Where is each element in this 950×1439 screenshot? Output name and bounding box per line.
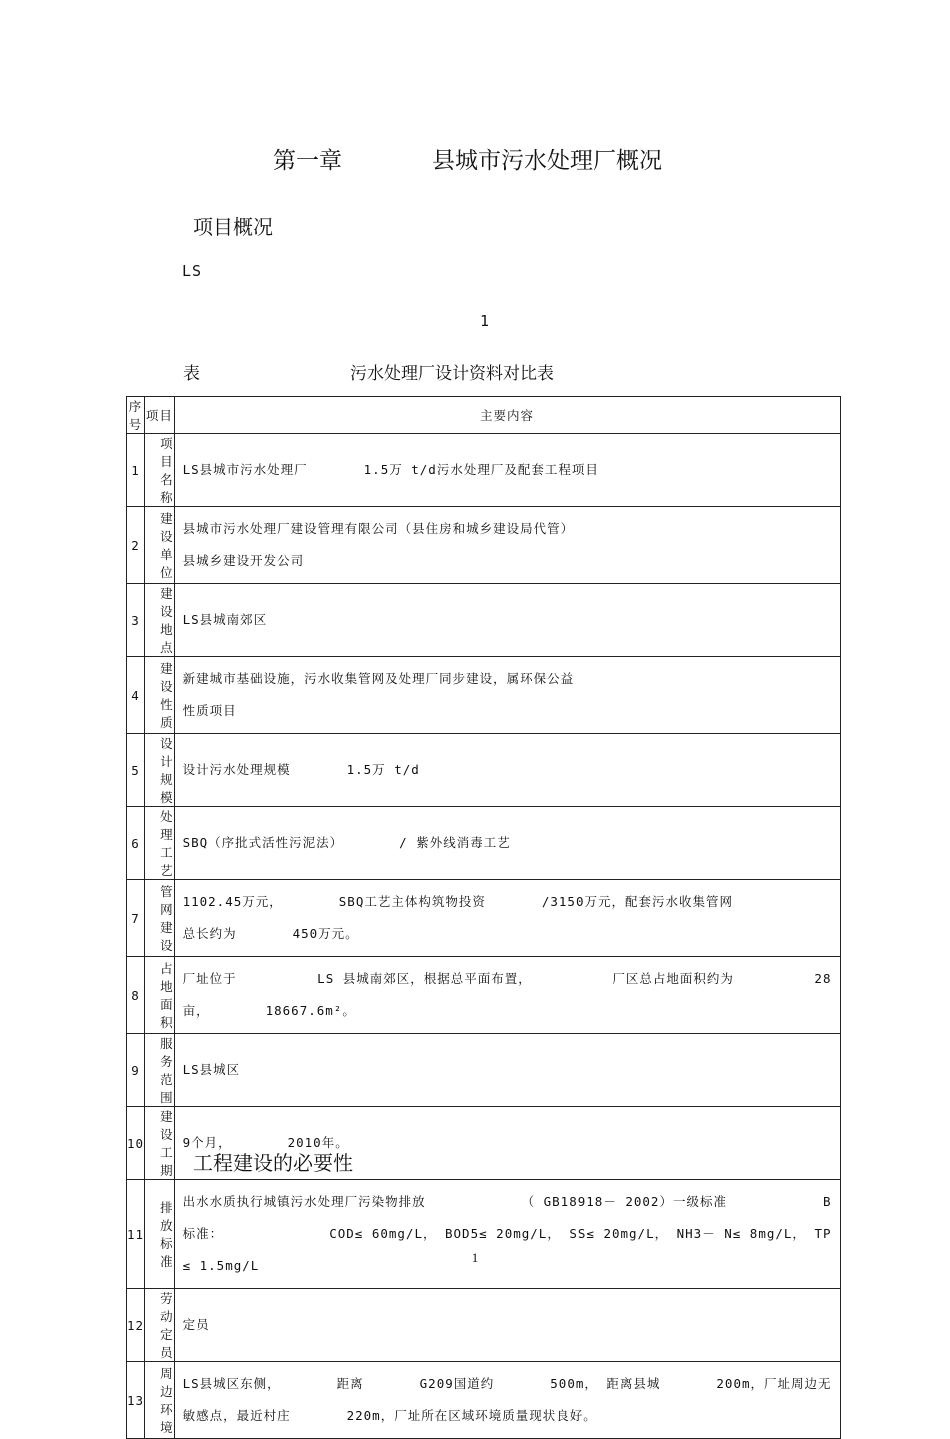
row-item: 占地面积 [145,957,175,1034]
table-row [127,657,841,734]
row-item: 管网建设 [145,880,175,957]
content-segment: 1.5万 t/d污水处理厂及配套工程项目 [363,462,599,477]
row-content [174,880,840,957]
row-content [174,1180,840,1289]
content-segment: 18667.6m²。 [265,1003,356,1018]
row-item: 处理工艺 [145,807,175,880]
content-segment: （ GB18918－ 2002）一级标准 [521,1194,727,1209]
content-segment: /3150万元，配套污水收集管网 [541,894,733,909]
content-line [183,545,832,577]
content-segment: LS县城区 [182,1062,241,1077]
content-segment: 县城乡建设开发公司 [182,553,305,568]
row-item: 劳动定员 [145,1289,175,1362]
header-item: 项目 [145,397,175,434]
content-line [183,963,832,995]
row-item: 服务范围 [145,1034,175,1107]
row-number: 8 [127,957,145,1034]
chapter-title: 县城市污水处理厂概况 [432,148,662,174]
content-segment: COD≤ 60mg/L， BOD5≤ 20mg/L， SS≤ 20mg/L， NH3－ N≤ 8mg/L， TP [329,1226,832,1241]
content-segment: 性质项目 [182,703,237,718]
row-content [174,1289,840,1362]
row-number: 4 [127,657,145,734]
design-data-table [126,396,841,1439]
row-number: 3 [127,584,145,657]
content-line [183,760,832,780]
row-item: 周边环境 [145,1362,175,1439]
header-content: 主要内容 [174,397,840,434]
table-row [127,880,841,957]
table-row [127,1362,841,1439]
content-segment: 标准： [182,1226,224,1241]
content-segment: 敏感点，最近村庄 [182,1408,291,1423]
chapter-label: 第一章 [273,148,342,174]
row-number: 11 [127,1180,145,1289]
content-segment: 220m，厂址所在区域环境质量现状良好。 [346,1408,597,1423]
content-line [183,460,832,480]
table-row [127,1289,841,1362]
content-segment: B [822,1194,832,1209]
row-content [174,734,840,807]
intro-line-1: LS [182,262,661,280]
row-item: 建设工期 [145,1107,175,1180]
content-segment: ≤ 1.5mg/L [182,1258,260,1273]
content-segment: 9个月， [182,1135,232,1150]
row-number: 12 [127,1289,145,1362]
row-content [174,507,840,584]
content-segment: 设计污水处理规模 [182,762,291,777]
content-segment: 450万元。 [292,926,359,941]
content-line [183,833,832,853]
content-line [183,1368,832,1400]
content-line [183,695,832,727]
content-segment: 总长约为 [182,926,237,941]
table-row [127,584,841,657]
table-caption-label: 表 [183,364,200,384]
section-heading-overview: 项目概况 [193,215,273,239]
content-line [183,1060,832,1080]
table-caption-title: 污水处理厂设计资料对比表 [350,364,554,384]
content-segment: LS 县城南郊区，根据总平面布置， [317,971,532,986]
table-row [127,507,841,584]
table-row [127,1034,841,1107]
table-row [127,1180,841,1289]
row-content [174,957,840,1034]
row-number: 6 [127,807,145,880]
row-number: 9 [127,1034,145,1107]
content-segment: LS县城市污水处理厂 [182,462,308,477]
content-segment: 定员 [182,1317,210,1332]
content-segment: 厂址位于 [182,971,237,986]
table-header-row [127,397,841,434]
content-segment: SBQ工艺主体构筑物投资 [338,894,486,909]
section-heading-necessity: 工程建设的必要性 [193,1151,353,1175]
header-no: 序号 [127,397,145,434]
table-row [127,807,841,880]
content-segment: / 紫外线消毒工艺 [399,835,511,850]
row-item: 设计规模 [145,734,175,807]
content-segment: 距离 [336,1376,364,1391]
row-item: 建设性质 [145,657,175,734]
content-line [183,918,832,950]
content-line [183,1315,832,1335]
content-line [183,995,832,1027]
row-content [174,807,840,880]
content-segment: 厂区总占地面积约为 [612,971,734,986]
content-segment: 1102.45万元， [182,894,283,909]
content-segment: SBQ（序批式活性污泥法） [182,835,344,850]
row-number: 10 [127,1107,145,1180]
content-segment: 1.5万 t/d [346,762,420,777]
row-content [174,584,840,657]
content-line [183,513,832,545]
content-line [183,610,832,630]
content-segment: LS县城南郊区 [182,612,268,627]
content-segment: 500m， 距离县城 [550,1376,661,1391]
content-segment: 28 [814,971,832,986]
content-segment: 新建城市基础设施，污水收集管网及处理厂同步建设，属环保公益 [182,671,575,686]
row-item: 项目名称 [145,434,175,507]
content-line [183,663,832,695]
content-line [183,1218,832,1250]
table-row [127,957,841,1034]
row-content [174,434,840,507]
row-number: 5 [127,734,145,807]
row-content [174,657,840,734]
content-segment: 2010年。 [287,1135,349,1150]
intro-line-2 [134,310,374,331]
content-segment: 亩， [182,1003,210,1018]
intro-table-ref: 1 [480,312,507,330]
table-row [127,434,841,507]
row-content [174,1362,840,1439]
content-segment: 200m，厂址周边无 [716,1376,832,1391]
row-number: 13 [127,1362,145,1439]
table-row [127,734,841,807]
content-segment: 出水水质执行城镇污水处理厂污染物排放 [182,1194,426,1209]
content-line [183,1400,832,1432]
content-segment: G209国道约 [419,1376,495,1391]
row-number: 7 [127,880,145,957]
row-content [174,1034,840,1107]
content-line [183,1186,832,1218]
page-number: 1 [471,1250,479,1265]
content-line [183,886,832,918]
content-segment: LS县城区东侧， [182,1376,281,1391]
row-number: 2 [127,507,145,584]
row-item: 建设地点 [145,584,175,657]
content-segment: 县城市污水处理厂建设管理有限公司（县住房和城乡建设局代管） [182,521,575,536]
row-item: 建设单位 [145,507,175,584]
row-item: 排放标准 [145,1180,175,1289]
row-number: 1 [127,434,145,507]
